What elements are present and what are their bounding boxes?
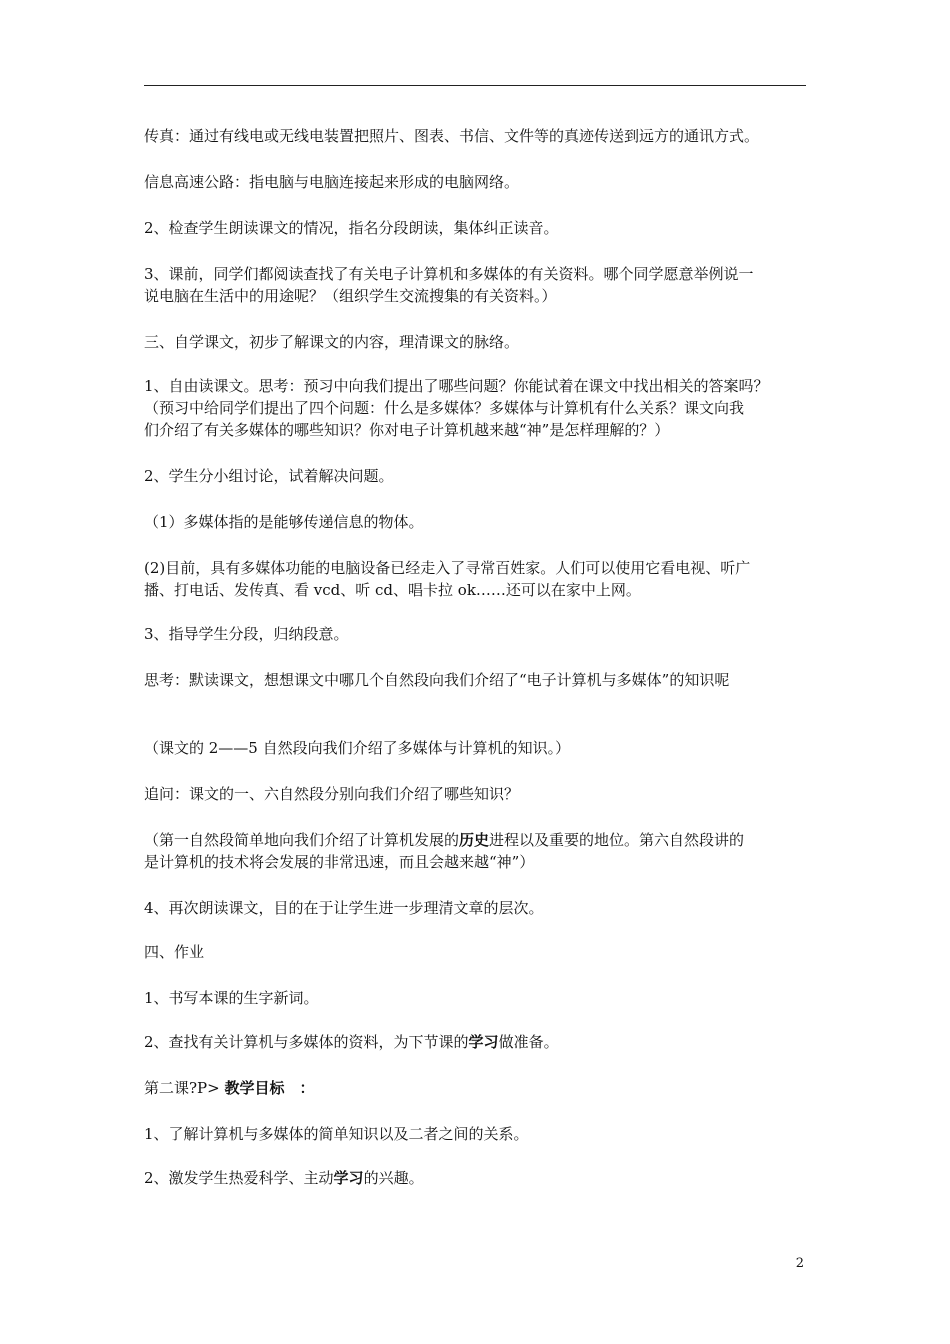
bold-study-2: 学习: [333, 1169, 364, 1187]
paragraph-answer-sections: （课文的 2——5 自然段向我们介绍了多媒体与计算机的知识。）: [144, 739, 571, 757]
paragraph-point-two: (2)目前，具有多媒体功能的电脑设备已经走入了寻常百姓家。人们可以使用它看电视、听广 播、打电话、发传真、看 vcd、听 cd、唱卡拉 ok……还可以在家中上网。: [144, 559, 751, 599]
paragraph-goal-one: 1、了解计算机与多媒体的简单知识以及二者之间的关系。: [144, 1125, 529, 1143]
page-number: 2: [795, 1256, 804, 1271]
paragraph-check-reading: 2、检查学生朗读课文的情况，指名分段朗读，集体纠正读音。: [144, 219, 559, 237]
paragraph-homework-one: 1、书写本课的生字新词。: [144, 989, 319, 1007]
paragraph-think: 思考：默读课文，想想课文中哪几个自然段向我们介绍了“电子计算机与多媒体”的知识呢: [144, 671, 730, 689]
paragraph-goal-two: 2、激发学生热爱科学、主动学习的兴趣。: [144, 1169, 424, 1187]
bold-teaching-goals: 教学目标: [224, 1079, 285, 1097]
bold-history: 历史: [459, 831, 490, 849]
paragraph-section-three: 三、自学课文，初步了解课文的内容，理清课文的脉络。: [144, 333, 520, 351]
paragraph-homework-two: 2、查找有关计算机与多媒体的资料，为下节课的学习做准备。: [144, 1033, 559, 1051]
header-rule: [144, 85, 806, 86]
paragraph-guide-sections: 3、指导学生分段，归纳段意。: [144, 625, 349, 643]
paragraph-follow-up: 追问：课文的一、六自然段分别向我们介绍了哪些知识？: [144, 785, 520, 803]
paragraph-section-four: 四、作业: [144, 943, 205, 961]
bold-study: 学习: [468, 1033, 499, 1051]
paragraph-answer-follow-up: （第一自然段简单地向我们介绍了计算机发展的历史进程以及重要的地位。第六自然段讲的 是计算机的技术将会发展的非常迅速，而且会越来越“神”）: [144, 831, 745, 871]
paragraph-point-one: （1）多媒体指的是能够传递信息的物体。: [144, 513, 424, 531]
paragraph-before-class: 3、课前，同学们都阅读查找了有关电子计算机和多媒体的有关资料。哪个同学愿意举例说一 说电脑在生活中的用途呢？（组织学生交流搜集的有关资料。）: [144, 265, 754, 305]
paragraph-read-again: 4、再次朗读课文，目的在于让学生进一步理清文章的层次。: [144, 899, 544, 917]
paragraph-group-discussion: 2、学生分小组讨论，试着解决问题。: [144, 467, 394, 485]
paragraph-second-lesson: 第二课?P> 教学目标 ：: [144, 1079, 315, 1097]
paragraph-fax-definition: 传真：通过有线电或无线电装置把照片、图表、书信、文件等的真迹传送到远方的通讯方式。: [144, 127, 760, 145]
paragraph-free-reading: 1、自由读课文。思考：预习中向我们提出了哪些问题？你能试着在课文中找出相关的答案吗？ （预习中给同学们提出了四个问题：什么是多媒体？多媒体与计算机有什么关系？课文向我 们介绍了有关多媒体的哪些知识？你对电子计算机越来越“神”是怎样理解的？）: [144, 377, 769, 439]
paragraph-info-highway: 信息高速公路：指电脑与电脑连接起来形成的电脑网络。: [144, 173, 520, 191]
